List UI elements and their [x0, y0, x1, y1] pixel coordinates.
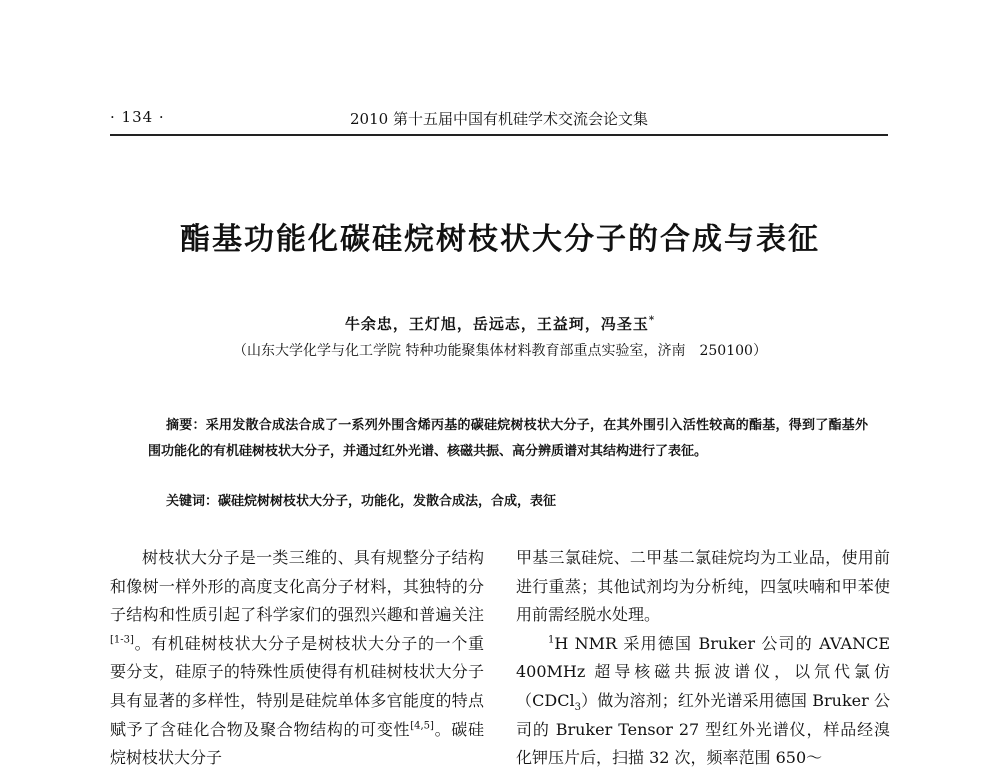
body-column-right: [516, 544, 890, 773]
keywords-label: 关键词：: [166, 494, 219, 509]
page-number: · 134 ·: [110, 108, 165, 126]
instruments-paragraph: [516, 630, 890, 773]
citation-ref: [4,5]: [410, 720, 434, 732]
citation-ref: [1-3]: [110, 634, 134, 646]
page-header: [110, 108, 888, 136]
abstract-label: 摘要：: [166, 418, 206, 433]
body-column-left: [110, 544, 484, 773]
chem-subscript: 3: [574, 702, 581, 714]
paper-title: 酯基功能化碳硅烷树枝状大分子的合成与表征: [180, 222, 820, 257]
nmr-superscript: 1: [548, 634, 555, 646]
corresponding-author-mark: *: [648, 315, 656, 326]
affiliation: （山东大学化学与化工学院 特种功能聚集体材料教育部重点实验室，济南 250100）: [233, 343, 767, 359]
intro-paragraph: [110, 544, 484, 773]
instruments-text-1: H NMR 采用德国 Bruker 公司的 AVANCE 400MHz 超导核磁共振波谱仪，以氘代氯仿（CDCl: [516, 633, 890, 710]
intro-text-1: 树枝状大分子是一类三维的、具有规整分子结构和像树一样外形的高度支化高分子材料，其独特的分子结构和性质引起了科学家们的强烈兴趣和普遍关注: [110, 548, 484, 625]
abstract-text: 采用发散合成法合成了一系列外围含烯丙基的碳硅烷树枝状大分子，在其外围引入活性较高的酯基，得到了酯基外围功能化的有机硅树枝状大分子，并通过红外光谱、核磁共振、高分辨质谱对其结构进行了表征。: [148, 418, 868, 459]
author-list: [0, 313, 1000, 334]
materials-paragraph: 甲基三氯硅烷、二甲基二氯硅烷均为工业品，使用前进行重蒸；其他试剂均为分析纯，四氢呋喃和甲苯使用前需经脱水处理。: [516, 548, 890, 625]
keywords-text: 碳硅烷树树枝状大分子，功能化，发散合成法，合成，表征: [218, 494, 557, 509]
keywords: [166, 490, 866, 509]
running-head: 2010 第十五届中国有机硅学术交流会论文集: [350, 110, 648, 128]
author-names: 牛余忠，王灯旭，岳远志，王益珂，冯圣玉: [344, 315, 649, 333]
intro-text-3: 。碳硅烷树枝状大分子: [110, 719, 484, 768]
instruments-text-2: ）做为溶剂；红外光谱采用德国 Bruker 公司的 Bruker Tensor 27 型红外光谱仪，样品经溴化钾压片后，扫描 32 次，频率范围 650～: [516, 690, 890, 768]
intro-text-2: 。有机硅树枝状大分子是树枝状大分子的一个重要分支，硅原子的特殊性质使得有机硅树枝状大分子具有显著的多样性，特别是硅烷单体多官能度的特点赋予了含硅化合物及聚合物结构的可变性: [110, 633, 484, 739]
abstract: [148, 413, 868, 465]
